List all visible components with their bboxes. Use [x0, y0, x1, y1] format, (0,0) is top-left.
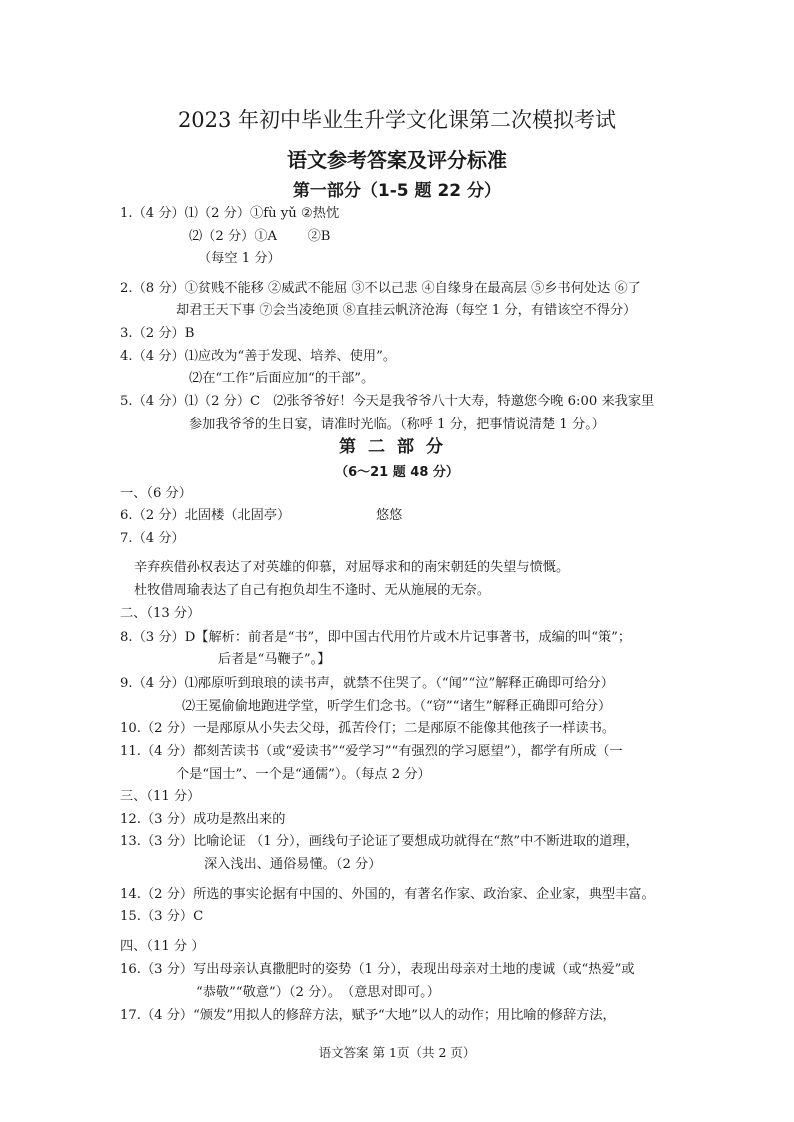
- part1-heading: 第一部分（1-5 题 22 分）: [292, 181, 502, 201]
- q12-line: 12.（3 分）成功是熬出来的: [120, 812, 286, 827]
- q2-line1: 2.（8 分）①贫贱不能移 ②威武不能屈 ③不以己悲 ④自缘身在最高层 ⑤乡书何处达 ⑥了: [120, 281, 641, 296]
- q8-line1: 8.（3 分）D【解析：前者是“书”，即中国古代用竹片或木片记事著书，成编的叫“策”；: [120, 630, 632, 645]
- q5-line1: 5.（4 分）⑴（2 分）C ⑵张爷爷好！今天是我爷爷八十大寿，特邀您今晚 6:00 来我家里: [120, 394, 655, 409]
- q16-line1: 16.（3 分）写出母亲认真撒肥时的姿势（1 分），表现出母亲对土地的虔诚（或“热爱”或: [120, 962, 635, 977]
- q11-line1: 11.（4 分）都刻苦读书（或“爱读书”“爱学习”“有强烈的学习愿望”），都学有所成（一: [120, 744, 623, 759]
- section-one-heading: 一、（6 分）: [120, 486, 192, 501]
- q17-line1: 17.（4 分）“颁发”用拟人的修辞方法，赋予“大地”以人的动作；用比喻的修辞方法，: [120, 1008, 616, 1023]
- q11-line2: 个是“国士”、一个是“通儒”）。（每点 2 分）: [176, 767, 431, 782]
- document-title: 语文参考答案及评分标准: [287, 148, 507, 172]
- section-two-heading: 二、（13 分）: [120, 606, 201, 621]
- q13-line1: 13.（3 分）比喻论证 （1 分），画线句子论证了要想成功就得在“熬”中不断进取的道理，: [120, 834, 639, 849]
- q1-line3: （每空 1 分）: [198, 251, 281, 266]
- part2-subheading: （6～21 题 48 分）: [335, 465, 459, 480]
- q13-line2: 深入浅出、通俗易懂。（2 分）: [204, 857, 382, 872]
- q9-line1: 9.（4 分）⑴邴原听到琅琅的读书声，就禁不住哭了。（“闻”“泣”解释正确即可给分）: [120, 676, 614, 691]
- q7-answer1: 辛弃疾借孙权表达了对英雄的仰慕，对屈辱求和的南宋朝廷的失望与愤慨。: [134, 560, 570, 575]
- q3-line: 3.（2 分）B: [120, 326, 195, 341]
- q16-line2: “恭敬”“敬意”）（2 分）。 （意思对即可。）: [196, 985, 440, 1000]
- section-four-heading: 四、（11 分 ）: [120, 939, 205, 954]
- q15-line: 15.（3 分）C: [120, 909, 204, 924]
- exam-title: 2023 年初中毕业生升学文化课第二次模拟考试: [177, 108, 617, 132]
- q6-line: 6.（2 分）北固楼（北固亭） 悠悠: [120, 508, 403, 523]
- q1-line1: 1.（4 分）⑴（2 分）①fù yǔ ②热忱: [120, 206, 340, 221]
- q7-answer2: 杜牧借周瑜表达了自己有抱负却生不逢时、无从施展的无奈。: [134, 583, 491, 598]
- part2-heading: 第二部分: [339, 437, 455, 457]
- page-footer: 语文答案 第 1页（共 2 页）: [318, 1045, 476, 1060]
- q9-line2: ⑵王冕偷偷地跑进学堂，听学生们念书。（“窃”“诸生”解释正确即可给分）: [182, 699, 612, 714]
- q5-line2: 参加我爷爷的生日宴，请准时光临。（称呼 1 分，把事情说清楚 1 分。）: [189, 417, 605, 432]
- q4-line2: ⑵在“工作”后面应加“的干部”。: [189, 371, 375, 386]
- q10-line: 10.（2 分）一是邴原从小失去父母，孤苦伶仃；二是邴原不能像其他孩子一样读书。: [120, 721, 616, 736]
- q4-line1: 4.（4 分）⑴应改为“善于发现、培养、使用”。: [120, 349, 397, 364]
- q1-line2: ⑵（2 分）①A ②B: [189, 229, 331, 244]
- q7-line: 7.（4 分）: [120, 531, 185, 546]
- section-three-heading: 三、（11 分）: [120, 789, 201, 804]
- q2-line2: 却君王天下事 ⑦会当凌绝顶 ⑧直挂云帆济沧海（每空 1 分，有错该空不得分）: [176, 303, 637, 318]
- q14-line: 14.（2 分）所选的事实论据有中国的、外国的，有著名作家、政治家、企业家，典型丰富。: [120, 887, 655, 902]
- q8-line2: 后者是“马鞭子”。】: [218, 652, 331, 667]
